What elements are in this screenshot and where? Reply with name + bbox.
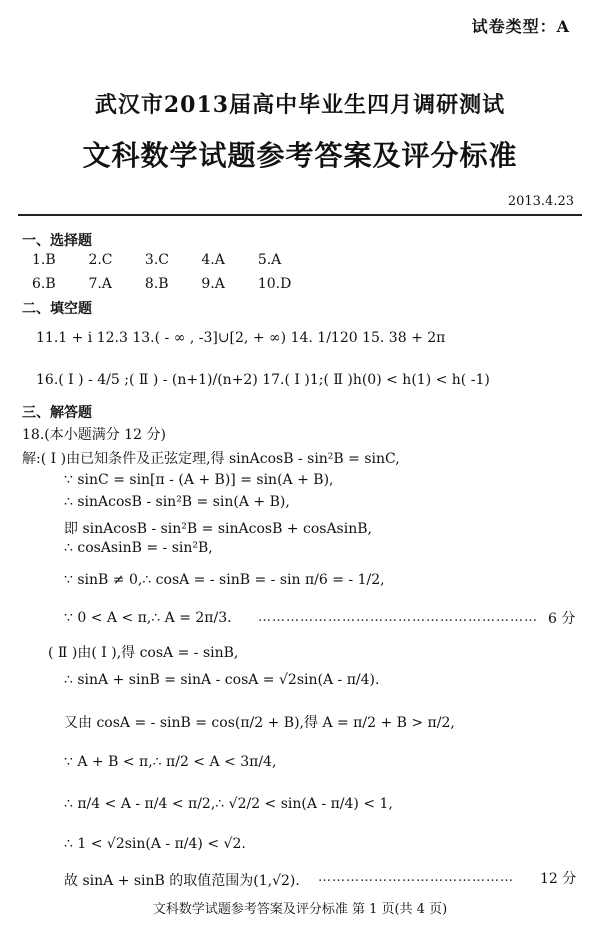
choice-answer: 6.B — [32, 276, 56, 292]
fill-answers-line-1: 11.1 + i 12.3 13.( - ∞ , -3]∪[2, + ∞) 14. 1/120 15. 38 + 2π — [36, 330, 446, 346]
solution-line: ∴ π/4 < A - π/4 < π/2,∴ √2/2 < sin(A - π/4) < 1, — [64, 796, 393, 812]
section-heading-fill: 二、填空题 — [22, 301, 92, 317]
solution-line: ∴ sinAcosB - sin²B = sin(A + B), — [64, 494, 290, 510]
solution-line: ∵ 0 < A < π,∴ A = 2π/3. — [64, 610, 232, 626]
score-leader-dots: …………………………………………………… — [258, 610, 538, 625]
header-divider — [18, 214, 582, 216]
section-heading-choice: 一、选择题 — [22, 233, 92, 249]
solution-line: ( Ⅱ )由( Ⅰ ),得 cosA = - sinB, — [48, 645, 239, 661]
exam-title: 武汉市2013届高中毕业生四月调研测试 — [94, 92, 506, 118]
solution-line: ∴ sinA + sinB = sinA - cosA = √2sin(A - π/4). — [64, 672, 380, 688]
solution-line: ∵ A + B < π,∴ π/2 < A < 3π/4, — [64, 754, 277, 770]
score-mark-part1: 6 分 — [548, 611, 576, 627]
paper-type-label: 试卷类型：A — [471, 17, 570, 36]
solution-line: 即 sinAcosB - sin²B = sinAcosB + cosAsinB, — [64, 521, 372, 537]
choice-answer: 1.B — [32, 252, 56, 268]
solution-line: 解:( Ⅰ )由已知条件及正弦定理,得 sinAcosB - sin²B = sinC, — [22, 451, 400, 467]
choice-answers-row-2 — [32, 276, 310, 292]
page-footer: 文科数学试题参考答案及评分标准 第 1 页(共 4 页) — [152, 902, 448, 917]
choice-answer: 8.B — [144, 276, 169, 292]
document-title: 文科数学试题参考答案及评分标准 — [82, 139, 518, 172]
choice-answer: 4.A — [201, 252, 225, 268]
choice-answers-row-1 — [32, 252, 310, 268]
solution-line: ∴ 1 < √2sin(A - π/4) < √2. — [64, 836, 246, 852]
solution-line: 故 sinA + sinB 的取值范围为(1,√2). — [64, 873, 300, 889]
solution-line: ∵ sinC = sin[π - (A + B)] = sin(A + B), — [64, 472, 334, 488]
document-date: 2013.4.23 — [507, 194, 574, 209]
solution-line: 又由 cosA = - sinB = cos(π/2 + B),得 A = π/2 + B > π/2, — [64, 715, 455, 731]
fill-answers-line-2: 16.( Ⅰ ) - 4/5 ;( Ⅱ ) - (n+1)/(n+2) 17.( Ⅰ )1;( Ⅱ )h(0) < h(1) < h( -1) — [36, 372, 490, 388]
problem-heading: 18.(本小题满分 12 分) — [22, 427, 166, 443]
choice-answer: 7.A — [88, 276, 112, 292]
choice-answer: 9.A — [201, 276, 225, 292]
solution-line: ∴ cosAsinB = - sin²B, — [64, 540, 213, 556]
score-leader-dots: …………………………………… — [318, 870, 514, 885]
score-mark-part2: 12 分 — [540, 871, 577, 887]
choice-answer: 10.D — [257, 276, 292, 292]
choice-answer: 3.C — [144, 252, 169, 268]
choice-answer: 5.A — [257, 252, 282, 268]
choice-answer: 2.C — [88, 252, 113, 268]
solution-line: ∵ sinB ≠ 0,∴ cosA = - sinB = - sin π/6 = - 1/2, — [64, 572, 385, 588]
section-heading-solution: 三、解答题 — [22, 405, 92, 421]
